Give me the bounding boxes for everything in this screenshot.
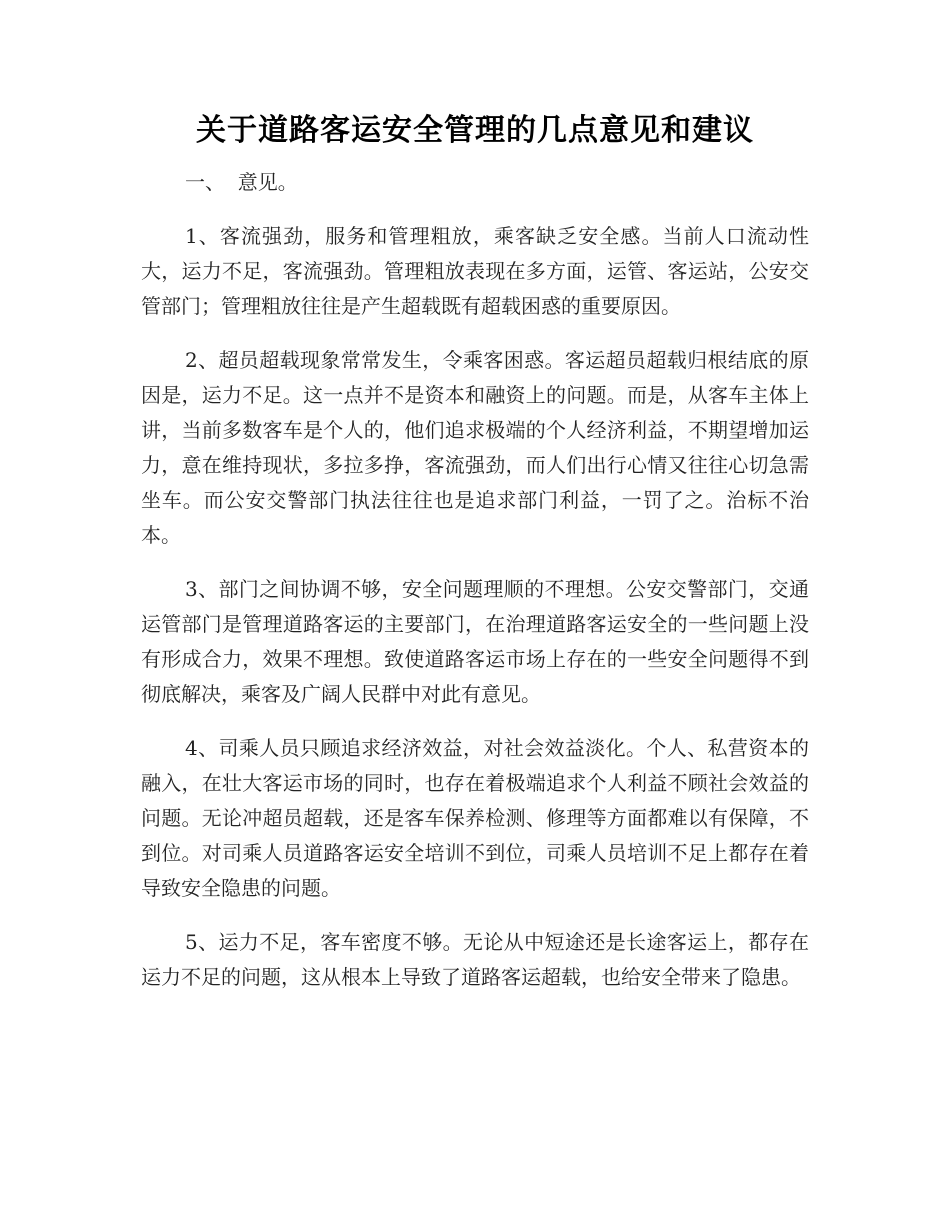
section-heading: 一、 意见。 <box>185 170 298 194</box>
paragraph-1: 1、客流强劲，服务和管理粗放，乘客缺乏安全感。当前人口流动性大，运力不足，客流强劲。管理粗放表现在多方面，运管、客运站，公安交管部门；管理粗放往往是产生超载既有超载困惑的重要原因。 <box>141 224 809 318</box>
paragraph-3: 3、部门之间协调不够，安全问题理顺的不理想。公安交警部门，交通运管部门是管理道路客运的主要部门，在治理道路客运安全的一些问题上没有形成合力，效果不理想。致使道路客运市场上存在的一些安全问题得不到彻底解决，乘客及广阔人民群中对此有意见。 <box>141 577 809 706</box>
document-title: 关于道路客运安全管理的几点意见和建议 <box>196 113 754 148</box>
paragraph-5: 5、运力不足，客车密度不够。无论从中短途还是长途客运上，都存在运力不足的问题，这从根本上导致了道路客运超载，也给安全带来了隐患。 <box>141 930 809 989</box>
paragraph-2: 2、超员超载现象常常发生，令乘客困惑。客运超员超载归根结底的原因是，运力不足。这一点并不是资本和融资上的问题。而是，从客车主体上讲，当前多数客车是个人的，他们追求极端的个人经济利益，不期望增加运力，意在维持现状，多拉多挣，客流强劲，而人们出行心情又往往心切急需坐车。而公安交警部门执法往往也是追求部门利益，一罚了之。治标不治本。 <box>141 348 809 547</box>
document-body <box>141 165 809 1014</box>
paragraph-4: 4、司乘人员只顾追求经济效益，对社会效益淡化。个人、私营资本的融入，在壮大客运市场的同时，也存在着极端追求个人利益不顾社会效益的问题。无论冲超员超载，还是客车保养检测、修理等方面都难以有保障，不到位。对司乘人员道路客运安全培训不到位，司乘人员培训不足上都存在着导致安全隐患的问题。 <box>141 736 809 900</box>
